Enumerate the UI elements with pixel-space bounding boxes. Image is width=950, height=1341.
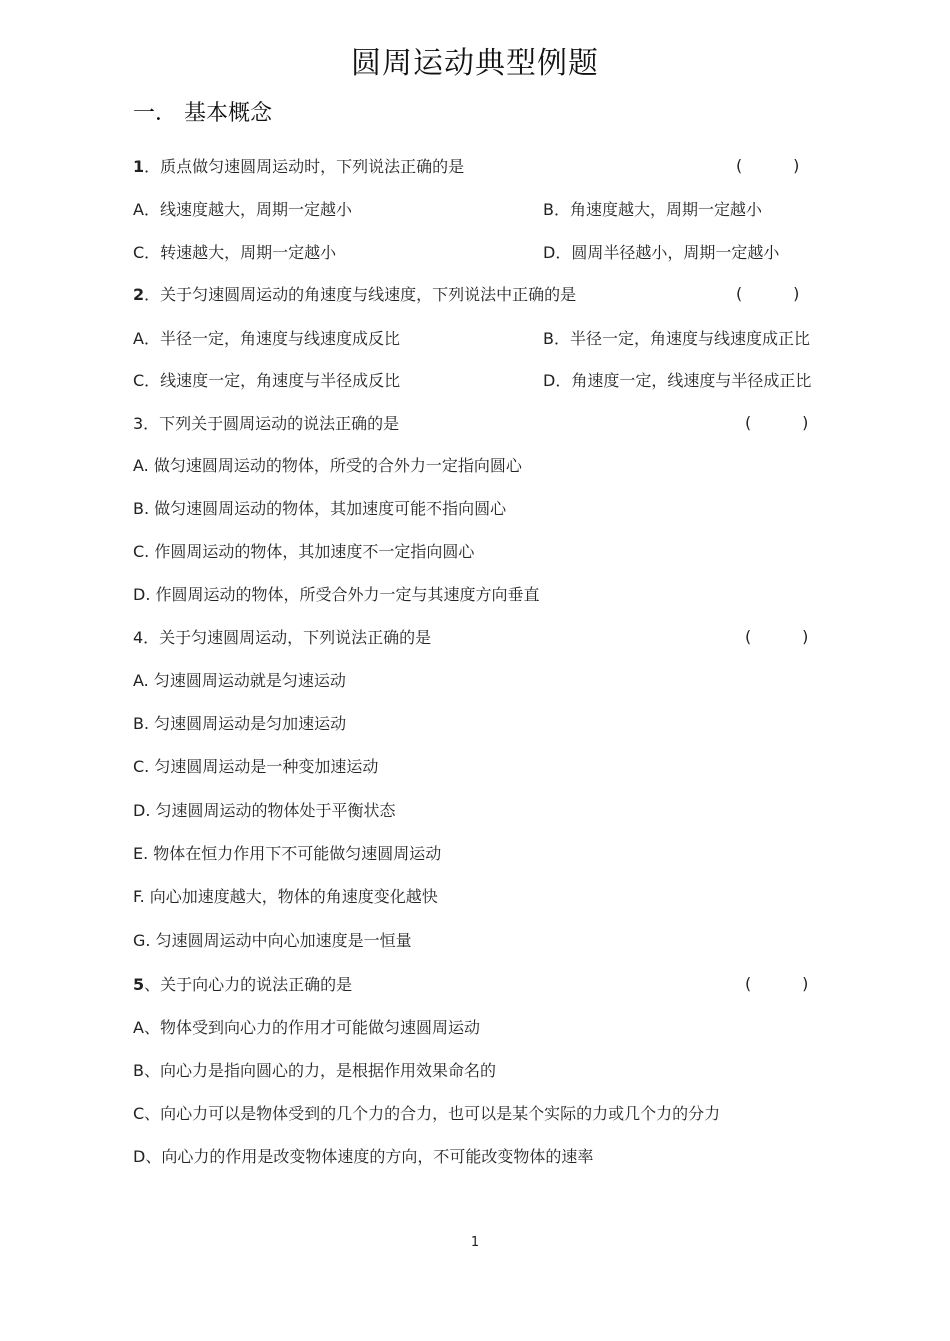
option-c: C．转速越大，周期一定越小 [133, 243, 337, 262]
option-b: B. 做匀速圆周运动的物体，其加速度可能不指向圆心 [133, 499, 507, 518]
answer-blank: ( ) [736, 284, 800, 303]
answer-blank: ( ) [745, 974, 809, 993]
option-g: G. 匀速圆周运动中向心加速度是一恒量 [133, 931, 412, 950]
document-title: 圆周运动典型例题 [351, 46, 599, 81]
question-5-stem [133, 974, 352, 996]
option-c: C. 匀速圆周运动是一种变加速运动 [133, 757, 379, 776]
option-b: B．半径一定，角速度与线速度成正比 [543, 329, 810, 348]
question-text: ．质点做匀速圆周运动时，下列说法正确的是 [144, 157, 465, 176]
option-c: C. 作圆周运动的物体，其加速度不一定指向圆心 [133, 542, 475, 561]
question-number: 2 [133, 285, 145, 304]
question-number: 5 [133, 975, 145, 994]
question-number: 1 [133, 157, 145, 176]
question-4-stem: 4．关于匀速圆周运动，下列说法正确的是 [133, 628, 432, 647]
question-1-stem [133, 156, 464, 178]
question-2-stem [133, 284, 576, 306]
option-d: D．角速度一定，线速度与半径成正比 [543, 371, 812, 390]
option-b: B．角速度越大，周期一定越小 [543, 200, 762, 219]
page-number: 1 [470, 1235, 480, 1250]
option-d: D. 作圆周运动的物体，所受合外力一定与其速度方向垂直 [133, 585, 540, 604]
question-3-stem: 3．下列关于圆周运动的说法正确的是 [133, 414, 400, 433]
option-f: F. 向心加速度越大，物体的角速度变化越快 [133, 887, 438, 906]
question-text: ．关于匀速圆周运动的角速度与线速度，下列说法中正确的是 [144, 285, 577, 304]
option-d: D．圆周半径越小，周期一定越小 [543, 243, 780, 262]
option-b: B. 匀速圆周运动是匀加速运动 [133, 714, 347, 733]
option-a: A．半径一定，角速度与线速度成反比 [133, 329, 400, 348]
answer-blank: ( ) [745, 413, 809, 432]
option-e: E. 物体在恒力作用下不可能做匀速圆周运动 [133, 844, 442, 863]
option-b: B、向心力是指向圆心的力，是根据作用效果命名的 [133, 1061, 496, 1080]
answer-blank: ( ) [736, 156, 800, 175]
option-c: C、向心力可以是物体受到的几个力的合力，也可以是某个实际的力或几个力的分力 [133, 1104, 721, 1123]
option-c: C．线速度一定，角速度与半径成反比 [133, 371, 401, 390]
option-a: A．线速度越大，周期一定越小 [133, 200, 352, 219]
question-text: 、关于向心力的说法正确的是 [144, 975, 353, 994]
answer-blank: ( ) [745, 627, 809, 646]
option-a: A. 做匀速圆周运动的物体，所受的合外力一定指向圆心 [133, 456, 522, 475]
option-d: D. 匀速圆周运动的物体处于平衡状态 [133, 801, 396, 820]
option-d: D、向心力的作用是改变物体速度的方向，不可能改变物体的速率 [133, 1147, 594, 1166]
option-a: A、物体受到向心力的作用才可能做匀速圆周运动 [133, 1018, 480, 1037]
option-a: A. 匀速圆周运动就是匀速运动 [133, 671, 346, 690]
section-heading: 一． 基本概念 [133, 101, 272, 126]
